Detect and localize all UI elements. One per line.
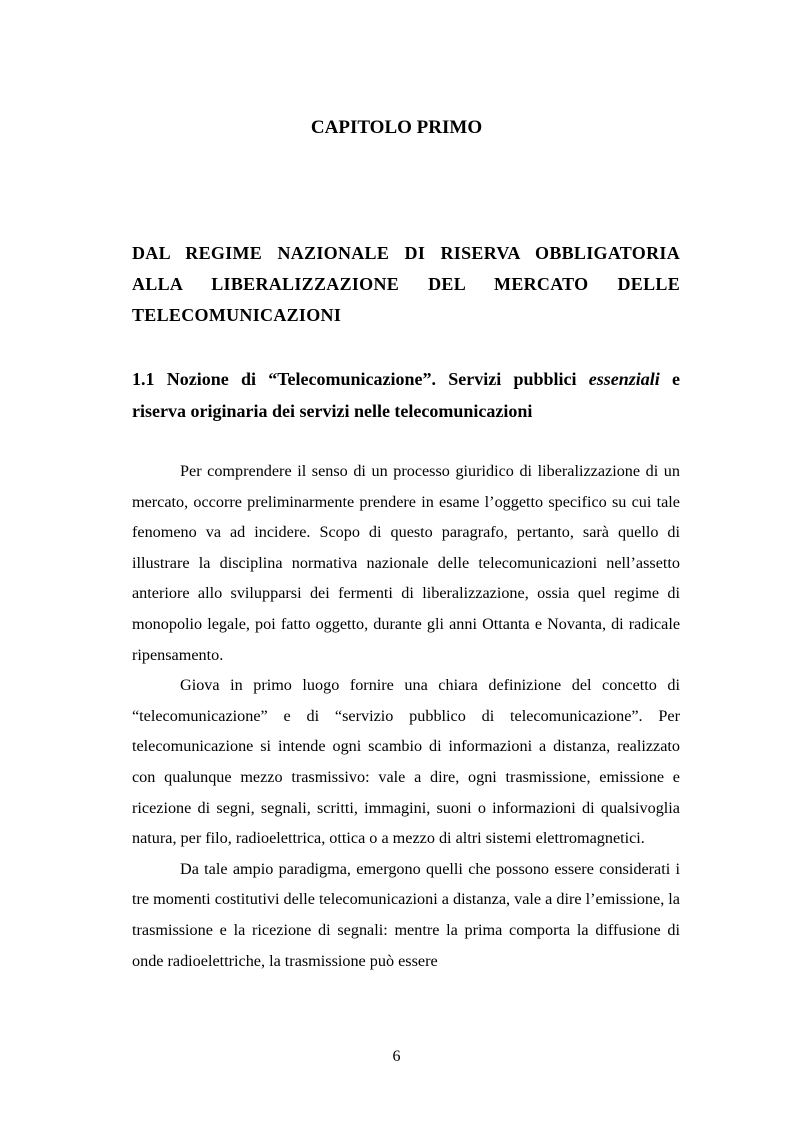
subsection-title: [132, 363, 680, 427]
paragraph: Da tale ampio paradigma, emergono quelli che possono essere considerati i tre momenti costitutivi delle telecomunicazioni a distanza, vale a dire l’emissione, la trasmissione e la ricezione di segnali: mentre la prima comporta la diffusione di onde radioelettriche, la trasmissione può essere: [132, 859, 680, 970]
subsection-title-part1: 1.1 Nozione di “Telecomunicazione”. Servizi pubblici: [132, 369, 589, 389]
chapter-title: CAPITOLO PRIMO: [310, 117, 483, 138]
subsection-title-part2: e riserva originaria dei servizi nelle telecomunicazioni: [132, 369, 680, 421]
page-number: 6: [392, 1048, 401, 1065]
body-text: [132, 456, 680, 976]
paragraph: Per comprendere il senso di un processo giuridico di liberalizzazione di un mercato, occorre preliminarmente prendere in esame l’oggetto specifico su cui tale fenomeno va ad incidere. Scopo di questo paragrafo, pertanto, sarà quello di illustrare la disciplina normativa nazionale delle telecomunicazioni nell’assetto anteriore allo svilupparsi dei fermenti di liberalizzazione, ossia quel regime di monopolio legale, poi fatto oggetto, durante gli anni Ottanta e Novanta, di radicale ripensamento.: [132, 462, 680, 664]
section-title: DAL REGIME NAZIONALE DI RISERVA OBBLIGATORIA ALLA LIBERALIZZAZIONE DEL MERCATO DELLE TELECOMUNICAZIONI: [132, 243, 680, 325]
paragraph: Giova in primo luogo fornire una chiara definizione del concetto di “telecomunicazione” e di “servizio pubblico di telecomunicazione”. Per telecomunicazione si intende ogni scambio di informazioni a distanza, realizzato con qualunque mezzo trasmissivo: vale a dire, ogni trasmissione, emissione e ricezione di segni, segnali, scritti, immagini, suoni o informazioni di qualsivoglia natura, per filo, radioelettrica, ottica o a mezzo di altri sistemi elettromagnetici.: [132, 676, 680, 848]
subsection-title-emphasis: essenziali: [588, 369, 660, 389]
